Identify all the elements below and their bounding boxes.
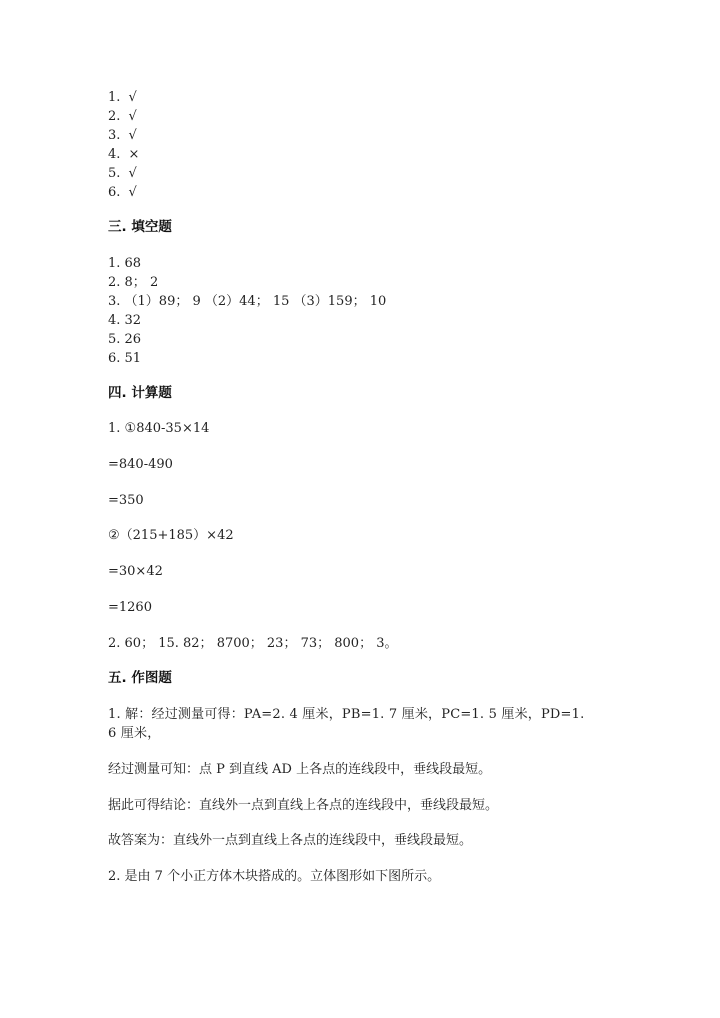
calc-line-7: 2. 60； 15. 82； 8700； 23； 73； 800； 3。: [108, 636, 398, 651]
calc-line-3: =350: [108, 493, 144, 508]
calc-line-4: ②（215+185）×42: [108, 528, 234, 543]
section-heading-fill-blank: 三. 填空题: [108, 219, 172, 235]
judgement-item-6: [108, 183, 139, 202]
calc-line-5: =30×42: [108, 564, 163, 579]
fill-blank-item-2: 2. 8； 2: [108, 275, 159, 290]
fill-blank-item-1: 1. 68: [108, 256, 142, 271]
item-number: 6.: [108, 185, 121, 200]
calc-line-1: 1. ①840-35×14: [108, 421, 210, 436]
check-icon: √: [128, 109, 137, 124]
check-icon: √: [128, 166, 137, 181]
judgement-item-1: [108, 88, 139, 107]
check-icon: √: [128, 90, 137, 105]
judgement-item-3: [108, 126, 139, 145]
item-number: 5.: [108, 166, 121, 181]
fill-blank-item-3: 3. （1）89； 9 （2）44； 15 （3）159； 10: [108, 294, 387, 309]
calc-line-2: =840-490: [108, 457, 173, 472]
drawing-line-5: 2. 是由 7 个小正方体木块搭成的。立体图形如下图所示。: [108, 869, 441, 884]
fill-blank-answers: [108, 254, 386, 368]
check-icon: √: [128, 128, 137, 143]
judgement-item-2: [108, 107, 139, 126]
drawing-line-4: 故答案为：直线外一点到直线上各点的连线段中，垂线段最短。: [108, 833, 473, 848]
fill-blank-item-6: 6. 51: [108, 351, 142, 366]
judgement-answers: [108, 88, 139, 202]
judgement-item-4: [108, 145, 139, 164]
section-heading-drawing: 五. 作图题: [108, 670, 172, 686]
drawing-answer-1: 1. 解：经过测量可得：PA=2. 4 厘米，PB=1. 7 厘米，PC=1. 5 厘米，PD=1. 6 厘米，: [108, 707, 585, 741]
fill-blank-item-5: 5. 26: [108, 332, 142, 347]
item-number: 2.: [108, 109, 121, 124]
cross-icon: ×: [128, 147, 140, 162]
check-icon: √: [128, 185, 137, 200]
fill-blank-item-4: 4. 32: [108, 313, 142, 328]
drawing-line-2: 经过测量可知：点 P 到直线 AD 上各点的连线段中，垂线段最短。: [108, 762, 492, 777]
item-number: 3.: [108, 128, 121, 143]
section-heading-calculation: 四. 计算题: [108, 385, 172, 401]
item-number: 1.: [108, 90, 121, 105]
calc-line-6: =1260: [108, 600, 152, 615]
drawing-line-3: 据此可得结论：直线外一点到直线上各点的连线段中，垂线段最短。: [108, 798, 499, 813]
judgement-item-5: [108, 164, 139, 183]
item-number: 4.: [108, 147, 121, 162]
